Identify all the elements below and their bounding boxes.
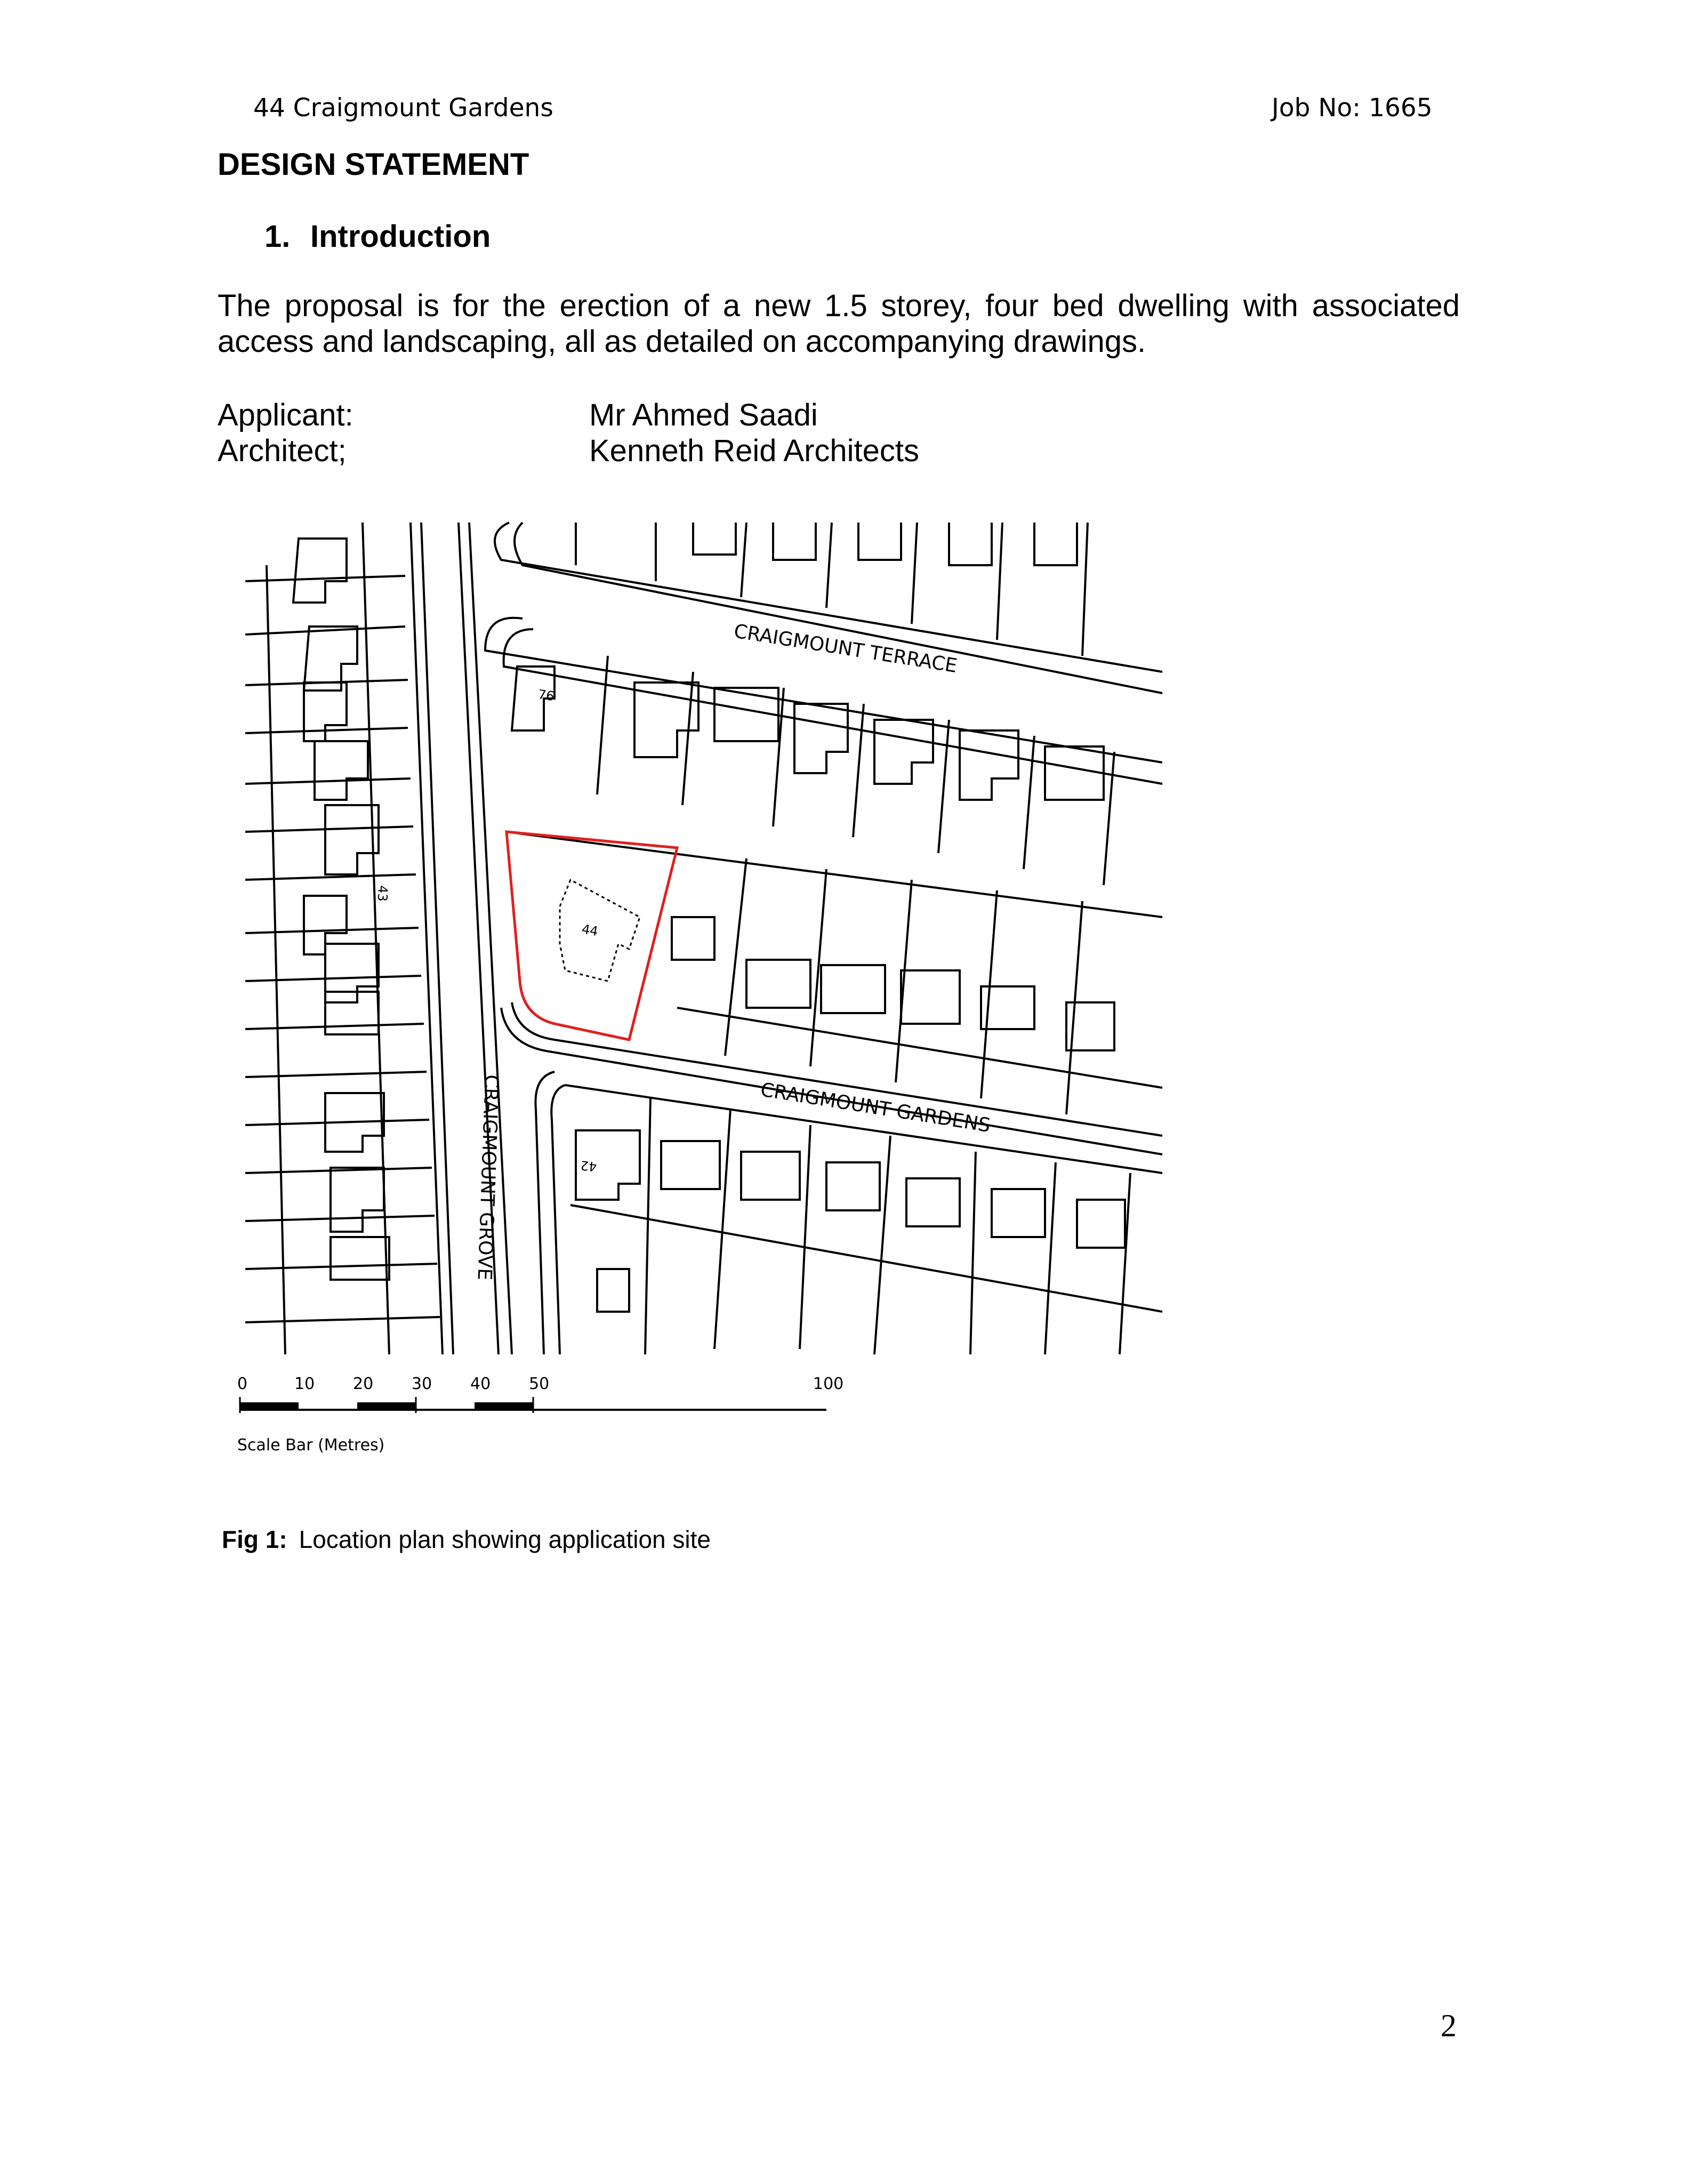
house-number-44: 44 <box>580 921 599 940</box>
applicant-value: Mr Ahmed Saadi <box>589 398 818 432</box>
street-label-craigmount-gardens: CRAIGMOUNT GARDENS <box>759 1079 992 1137</box>
intro-paragraph: The proposal is for the erection of a new 1.5 storey, four bed dwelling with associated access and landscaping, all as detailed on accompanying drawings. <box>218 288 1460 359</box>
scale-tick-0: 0 <box>237 1375 248 1393</box>
figure-caption <box>222 1525 711 1554</box>
scale-bar-label: Scale Bar (Metres) <box>237 1436 385 1455</box>
street-label-craigmount-grove: CRAIGMOUNT GROVE <box>473 1074 502 1281</box>
header-left: 44 Craigmount Gardens <box>253 93 553 123</box>
scale-tick-100: 100 <box>813 1375 844 1393</box>
section-title: Introduction <box>310 219 491 254</box>
page-title: DESIGN STATEMENT <box>218 147 529 182</box>
page-number: 2 <box>1441 2008 1457 2043</box>
architect-label: Architect; <box>218 433 347 468</box>
scale-bar <box>237 1375 843 1455</box>
figure-caption-label: Fig 1: <box>222 1525 287 1553</box>
section-number: 1. <box>264 219 291 254</box>
house-number-43: 43 <box>374 885 390 902</box>
house-number-42: 42 <box>580 1158 598 1174</box>
scale-tick-10: 10 <box>294 1375 315 1393</box>
header-job-number: Job No: 1665 <box>1272 93 1433 123</box>
figure-caption-text: Location plan showing application site <box>299 1525 711 1553</box>
street-label-craigmount-terrace: CRAIGMOUNT TERRACE <box>732 620 959 678</box>
house-number-76: 76 <box>537 687 556 704</box>
scale-tick-20: 20 <box>353 1375 374 1393</box>
location-plan-map <box>235 512 1162 1461</box>
applicant-label: Applicant: <box>218 398 353 432</box>
scale-tick-30: 30 <box>412 1375 432 1393</box>
scale-tick-50: 50 <box>529 1375 550 1393</box>
architect-value: Kenneth Reid Architects <box>589 433 920 468</box>
scale-tick-40: 40 <box>470 1375 491 1393</box>
map-linework <box>245 523 1162 1354</box>
